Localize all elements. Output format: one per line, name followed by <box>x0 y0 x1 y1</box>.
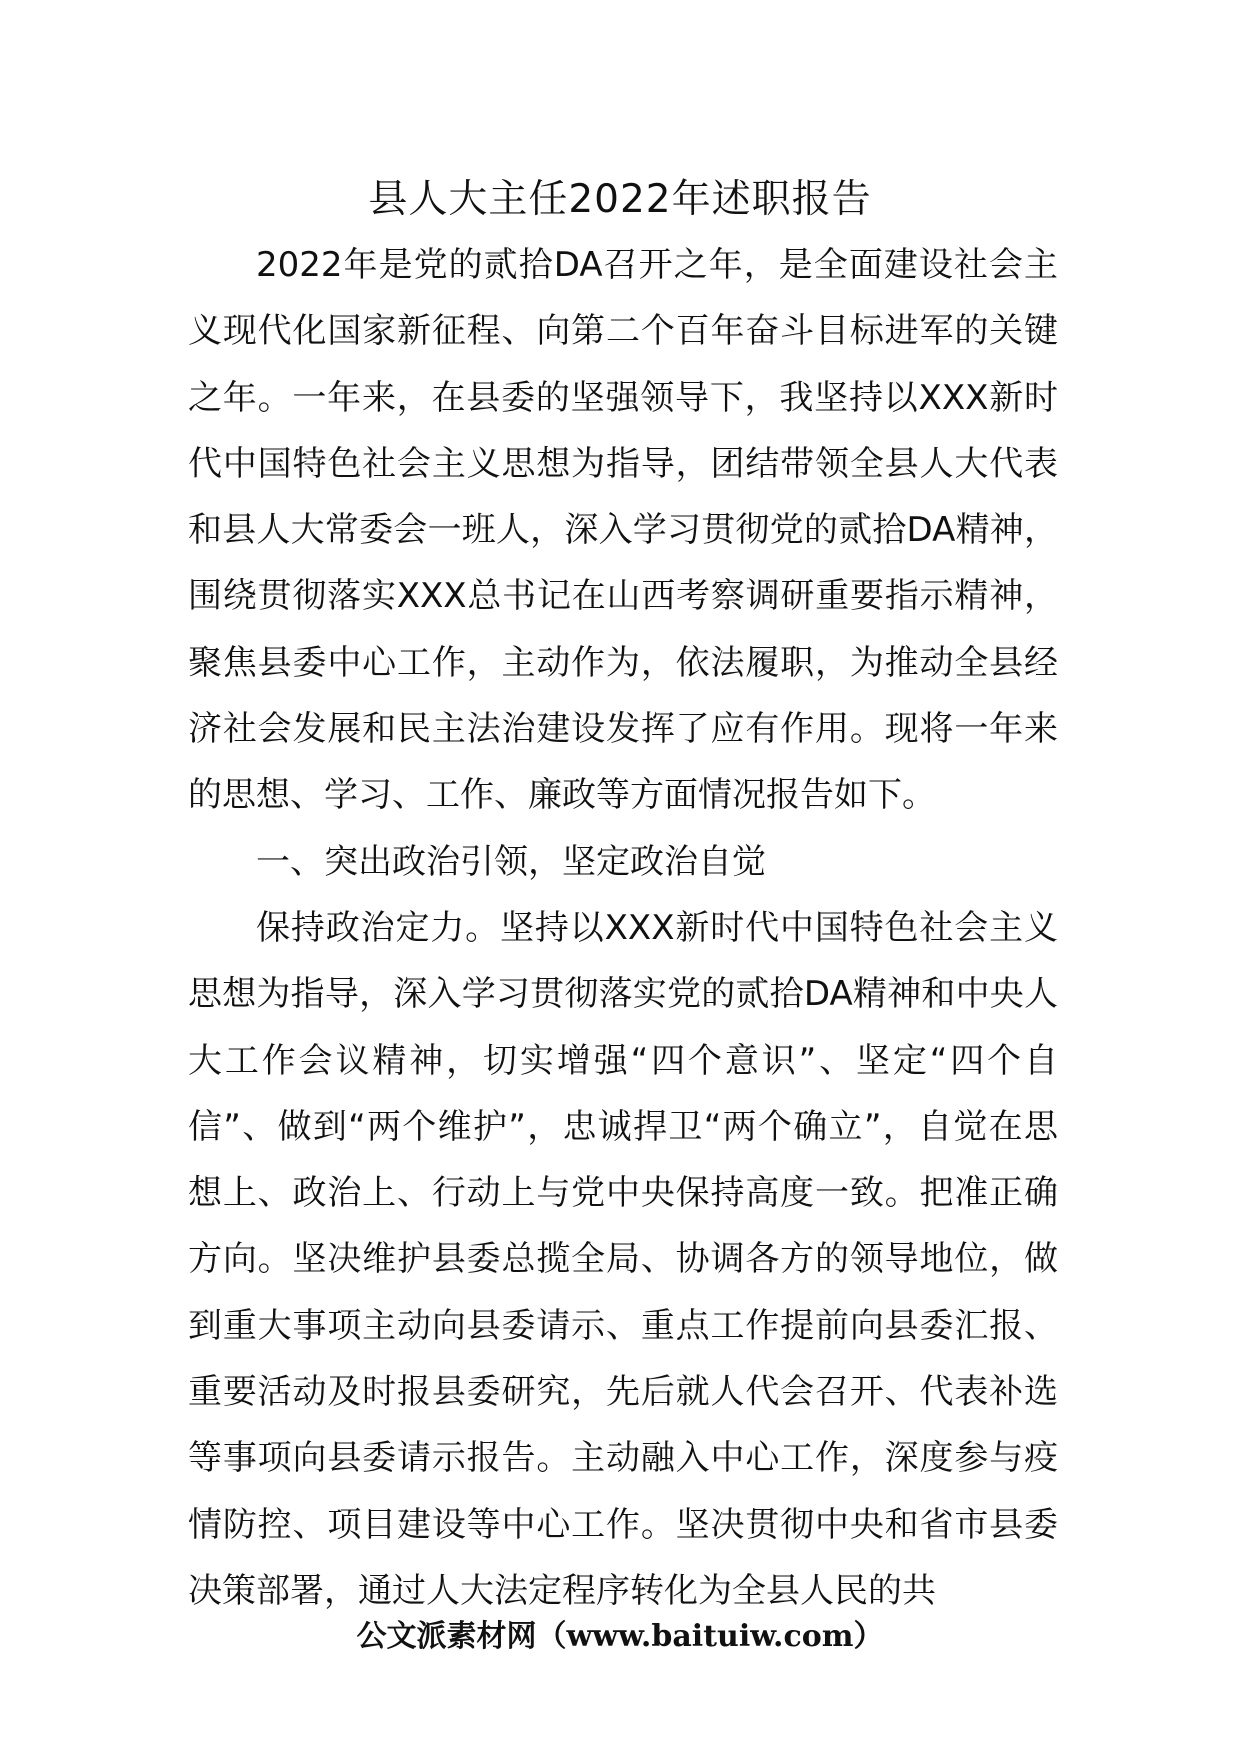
document-title: 县人大主任2022年述职报告 <box>368 177 872 222</box>
paragraph-intro: 2022年是党的贰拾DA召开之年，是全面建设社会主义现代化国家新征程、向第二个百年奋斗目标进军的关键之年。一年来，在县委的坚强领导下，我坚持以XXX新时代中国特色社会主义思想为指导，团结带领全县人大代表和县人大常委会一班人，深入学习贯彻党的贰拾DA精神，围绕贯彻落实XXX总书记在山西考察调研重要指示精神，聚焦县委中心工作，主动作为，依法履职，为推动全县经济社会发展和民主法治建设发挥了应有作用。现将一年来的思想、学习、工作、廉政等方面情况报告如下。 <box>188 245 1058 816</box>
watermark-footer: 公文派素材网（www.baituiw.com） <box>356 1619 884 1654</box>
section-heading: 一、突出政治引领，坚定政治自觉 <box>256 841 766 882</box>
document-body <box>188 232 1058 1624</box>
paragraph-political-stance: 保持政治定力。坚持以XXX新时代中国特色社会主义思想为指导，深入学习贯彻落实党的贰拾DA精神和中央人大工作会议精神，切实增强“四个意识”、坚定“四个自信”、做到“两个维护”，忠诚捍卫“两个确立”，自觉在思想上、政治上、行动上与党中央保持高度一致。把准正确方向。坚决维护县委总揽全局、协调各方的领导地位，做到重大事项主动向县委请示、重点工作提前向县委汇报、重要活动及时报县委研究，先后就人代会召开、代表补选等事项向县委请示报告。主动融入中心工作，深度参与疫情防控、项目建设等中心工作。坚决贯彻中央和省市县委决策部署，通过人大法定程序转化为全县人民的共 <box>188 907 1058 1611</box>
